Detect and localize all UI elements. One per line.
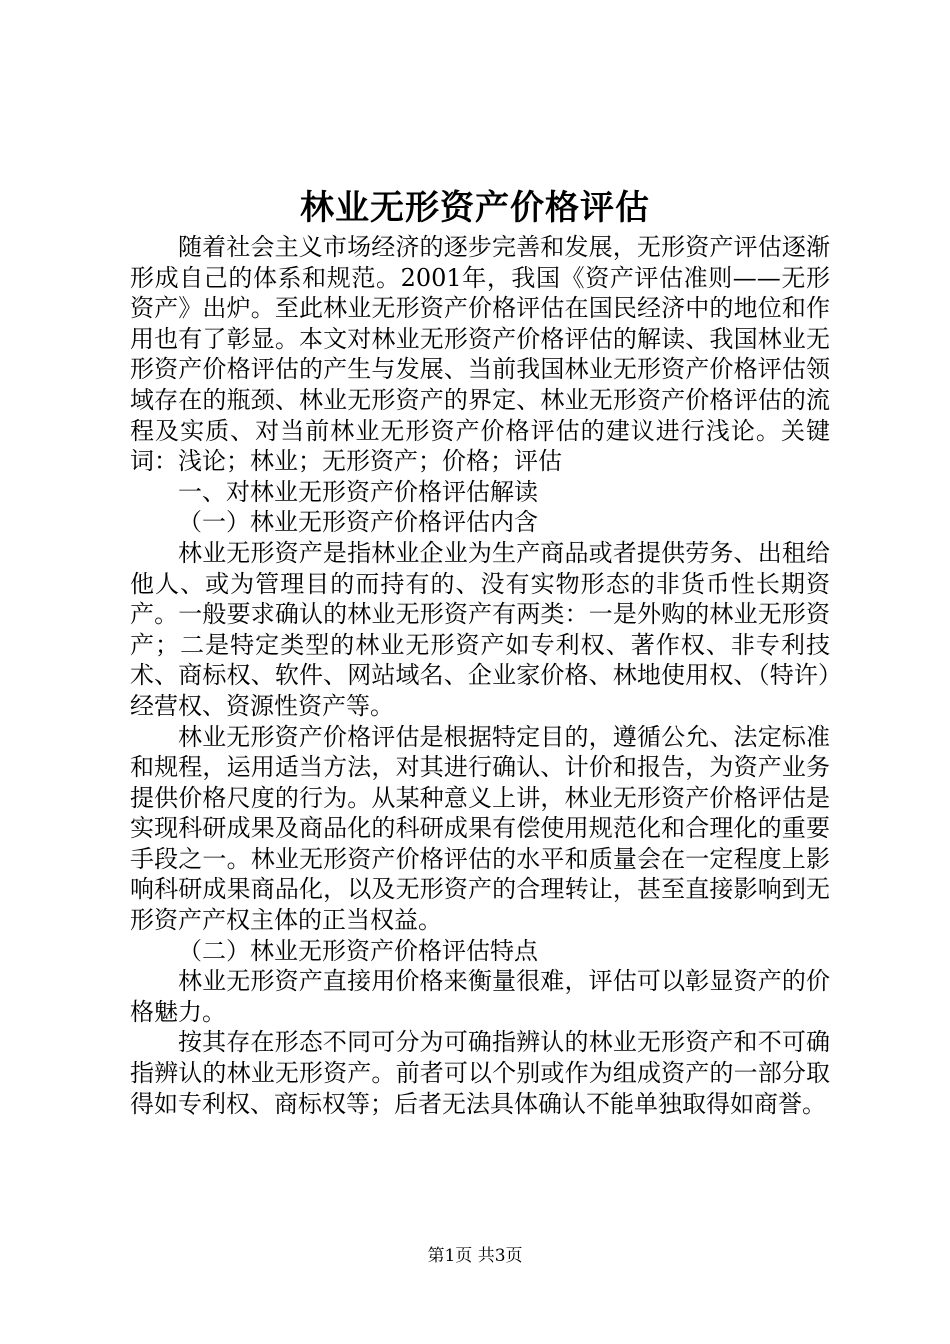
paragraph-classification: 按其存在形态不同可分为可确指辨认的林业无形资产和不可确指辨认的林业无形资产。前者可以个别或作为组成资产的一部分取得如专利权、商标权等；后者无法具体确认不能单独取得如商誉。 bbox=[130, 1028, 830, 1118]
page-footer: 第1页 共3页 bbox=[427, 1246, 523, 1266]
document-body bbox=[130, 232, 830, 1119]
paragraph-characteristics: 林业无形资产直接用价格来衡量很难，评估可以彰显资产的价格魅力。 bbox=[130, 967, 830, 1026]
document-title: 林业无形资产价格评估 bbox=[300, 188, 650, 228]
paragraph-definition: 林业无形资产是指林业企业为生产商品或者提供劳务、出租给他人、或为管理目的而持有的、没有实物形态的非货币性长期资产。一般要求确认的林业无形资产有两类：一是外购的林业无形资产；二是特定类型的林业无形资产如专利权、著作权、非专利技术、商标权、软件、网站域名、企业家价格、林地使用权、（特许）经营权、资源性资产等。 bbox=[130, 538, 830, 720]
section-heading-1: 一、对林业无形资产价格评估解读 bbox=[178, 477, 538, 506]
paragraph-evaluation: 林业无形资产价格评估是根据特定目的，遵循公允、法定标准和规程，运用适当方法，对其进行确认、计价和报告，为资产业务提供价格尺度的行为。从某种意义上讲，林业无形资产价格评估是实现科研成果及商品化的科研成果有偿使用规范化和合理化的重要手段之一。林业无形资产价格评估的水平和质量会在一定程度上影响科研成果商品化，以及无形资产的合理转让，甚至直接影响到无形资产产权主体的正当权益。 bbox=[130, 722, 830, 935]
subsection-heading-2: （二）林业无形资产价格评估特点 bbox=[178, 936, 538, 965]
subsection-heading-1: （一）林业无形资产价格评估内含 bbox=[178, 508, 538, 537]
paragraph-intro: 随着社会主义市场经济的逐步完善和发展，无形资产评估逐渐形成自己的体系和规范。2001年，我国《资产评估准则——无形资产》出炉。至此林业无形资产价格评估在国民经济中的地位和作用也有了彰显。本文对林业无形资产价格评估的解读、我国林业无形资产价格评估的产生与发展、当前我国林业无形资产价格评估领域存在的瓶颈、林业无形资产的界定、林业无形资产价格评估的流程及实质、对当前林业无形资产价格评估的建议进行浅论。关键词：浅论；林业；无形资产；价格；评估 bbox=[130, 233, 830, 476]
